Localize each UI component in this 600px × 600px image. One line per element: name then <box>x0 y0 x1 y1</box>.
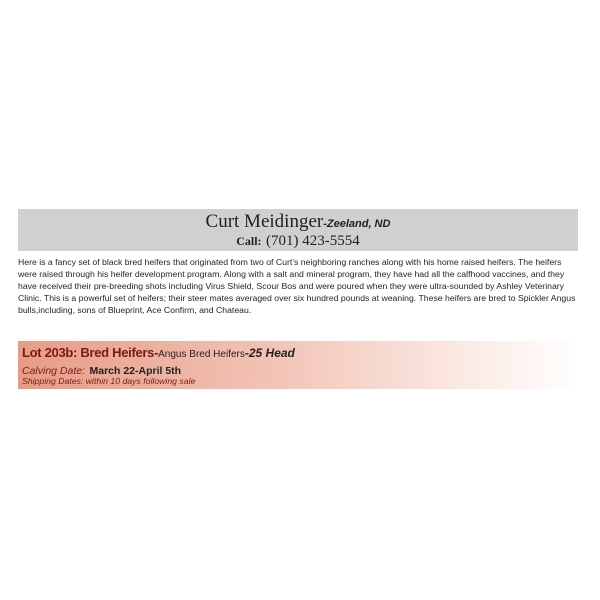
seller-header <box>18 209 578 251</box>
calving-date-value: March 22-April 5th <box>89 365 182 377</box>
lot-subtitle: Angus Bred Heifers <box>158 349 245 360</box>
phone-line <box>18 232 578 250</box>
lot-info-band <box>18 341 580 389</box>
seller-name: Curt Meidinger <box>205 211 324 232</box>
lot-title: Lot 203b: Bred Heifers- <box>22 345 159 360</box>
lot-title-line <box>22 344 295 362</box>
phone-number: (701) 423-5554 <box>266 233 360 249</box>
lot-head-count: -25 Head <box>244 346 295 360</box>
shipping-dates: Shipping Dates: within 10 days following sale <box>22 376 196 386</box>
seller-location: -Zeeland, ND <box>323 218 391 230</box>
phone-label: Call: <box>236 234 262 248</box>
seller-line <box>18 211 578 233</box>
lot-description: Here is a fancy set of black bred heifers that originated from two of Curt’s neighboring ranches along with his home raised heifers. The heifers were raised through his heifer development program. Along with a salt and mineral program, they have had all the calfhood vaccines, and they have received their pre-breeding shots including Virus Shield, Scour Bos and were poured when they were ultra-sounded by Ashley Veterinary Clinic. This is a powerful set of heifers; their steer mates averaged over six hundred pounds at weaning. These heifers are bred to Spickler Angus bulls,including, sons of Blueprint, Ace Confirm, and Chateau. <box>18 257 576 315</box>
calving-date-label: Calving Date: <box>22 365 86 377</box>
